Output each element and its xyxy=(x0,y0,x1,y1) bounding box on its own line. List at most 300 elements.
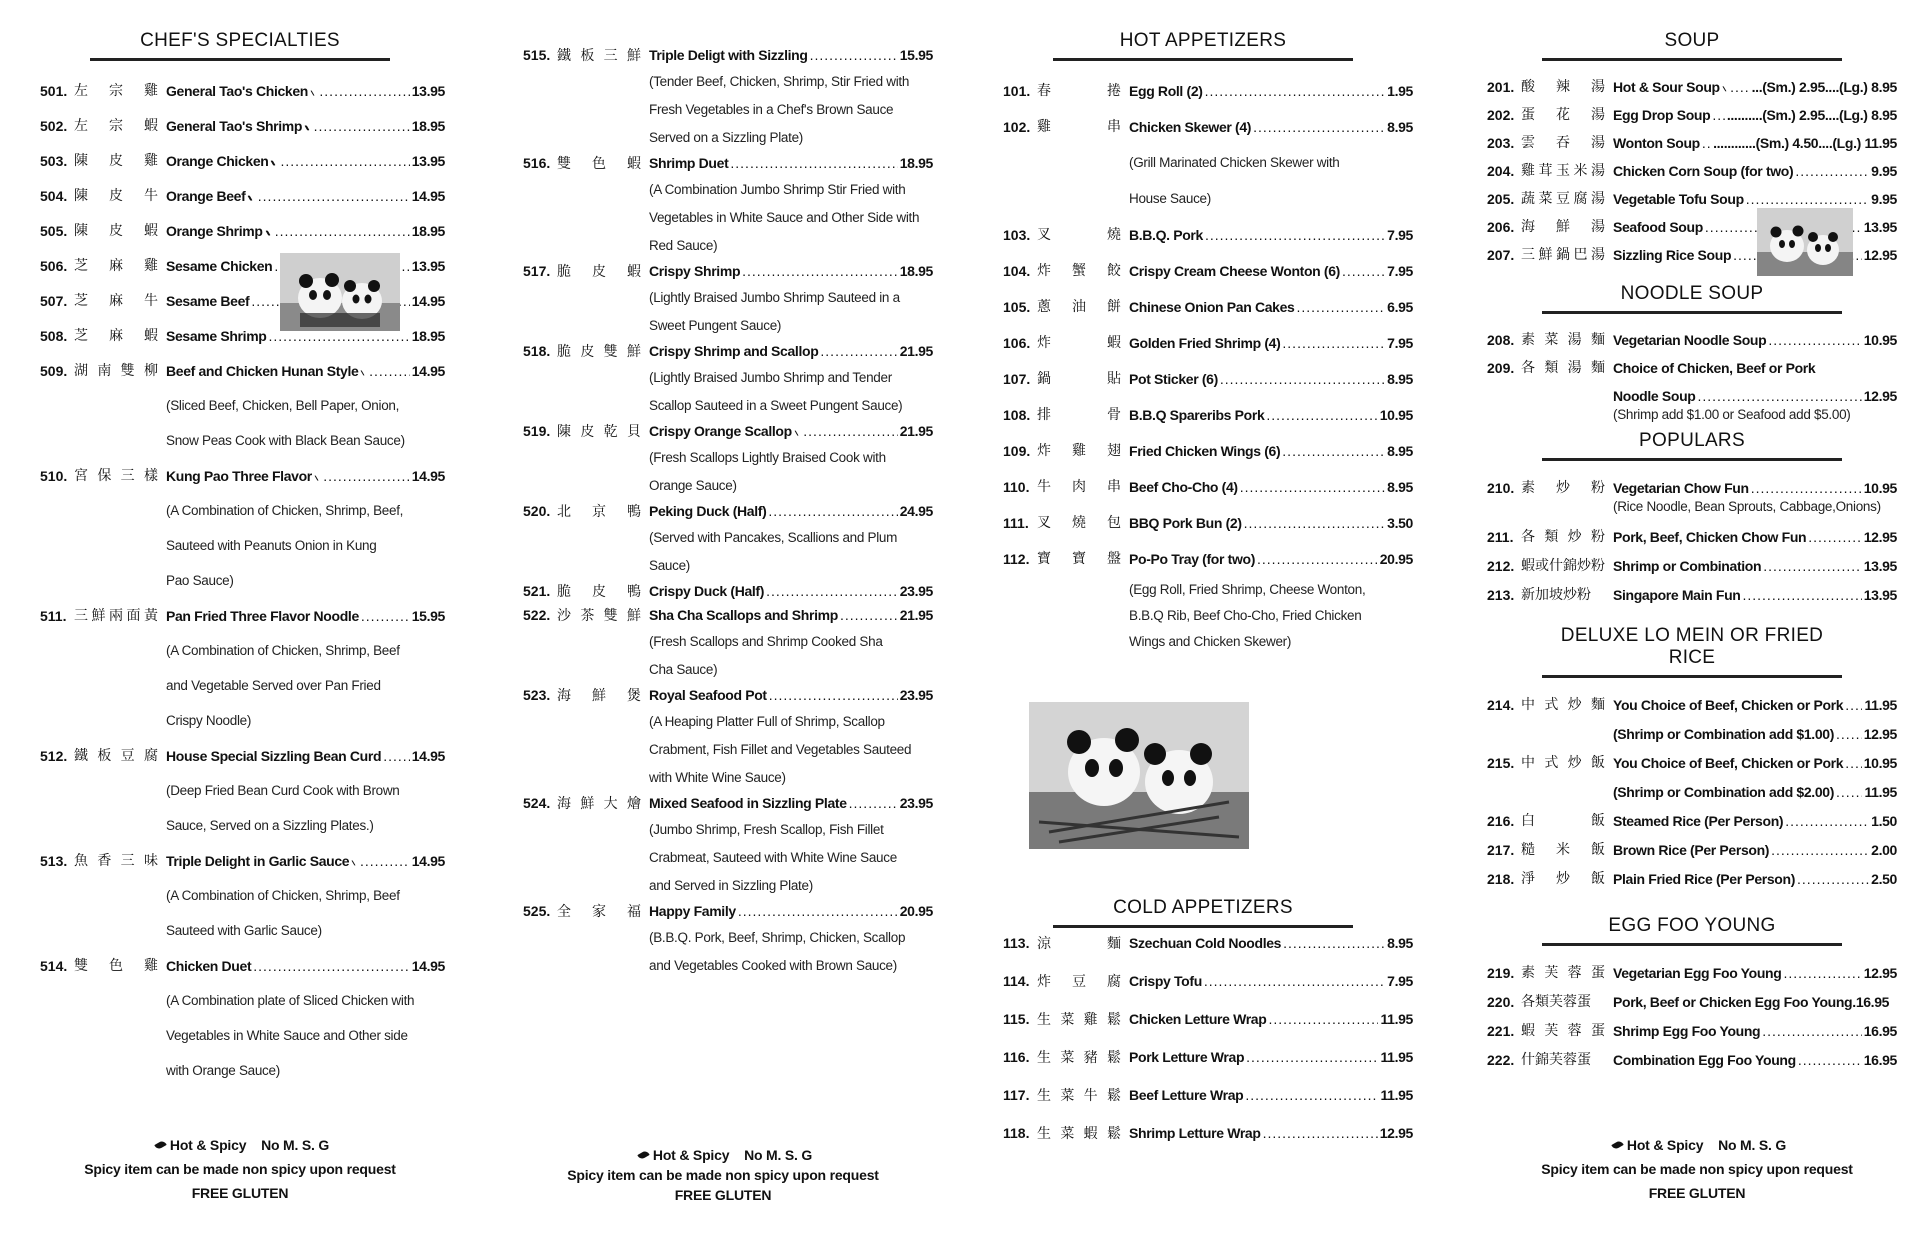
menu-item xyxy=(1487,748,1897,777)
footer-col1 xyxy=(40,1133,440,1205)
item-chinese-name xyxy=(1521,246,1613,264)
dot-leader xyxy=(280,152,409,170)
item-description: and Vegetables Cooked with Brown Sauce) xyxy=(649,958,897,973)
chinese-char: 皮 xyxy=(580,344,595,360)
item-name xyxy=(166,82,445,100)
chinese-char: 寶 xyxy=(1072,551,1086,567)
chinese-char: 飯 xyxy=(1591,870,1605,887)
item-price: ............(Sm.) 4.50....(Lg.) 11.95 xyxy=(1713,135,1897,151)
chinese-char: 左 xyxy=(74,82,88,99)
menu-item xyxy=(40,73,445,108)
item-name xyxy=(649,794,933,812)
item-name-text: Happy Family xyxy=(649,903,736,919)
item-name-text: Crispy Shrimp and Scallop xyxy=(649,343,819,359)
chili-icon xyxy=(794,430,798,436)
chinese-char: 陳 xyxy=(74,222,88,239)
item-name-text: Noodle Soup xyxy=(1613,388,1696,404)
chinese-char: 雙 xyxy=(603,608,618,624)
dot-leader xyxy=(1798,1051,1862,1069)
menu-item xyxy=(523,422,933,444)
item-chinese-name xyxy=(1037,550,1129,568)
item-chinese-name xyxy=(74,852,166,870)
item-name-text: Szechuan Cold Noodles xyxy=(1129,935,1282,951)
item-name-text: General Tao's Shrimp xyxy=(166,117,303,134)
dot-leader xyxy=(1746,190,1869,208)
item-chinese-name xyxy=(1037,1087,1129,1105)
chinese-char: 鮮 xyxy=(1538,247,1553,263)
chinese-char: 鮮 xyxy=(626,344,641,360)
item-name-text: Mixed Seafood in Sizzling Plate xyxy=(649,795,847,811)
item-name xyxy=(1613,754,1897,772)
chinese-char: 式 xyxy=(1544,754,1559,771)
menu-item xyxy=(523,502,933,524)
item-number: 221. xyxy=(1487,1022,1515,1039)
chinese-char: 皮 xyxy=(580,424,595,440)
chinese-char: 蝦 xyxy=(627,264,641,280)
chinese-char: 蛋 xyxy=(1521,107,1535,123)
item-name xyxy=(1129,406,1413,424)
menu-item xyxy=(40,143,445,178)
item-price: 12.95 xyxy=(1379,1125,1413,1141)
item-number: 111. xyxy=(1003,515,1029,531)
menu-item xyxy=(40,353,445,388)
item-number: 220. xyxy=(1487,993,1515,1010)
item-name xyxy=(649,262,933,280)
menu-item xyxy=(1487,101,1897,129)
chinese-char: 包 xyxy=(1107,515,1121,531)
item-number: 511. xyxy=(40,607,67,624)
chinese-char: 陳 xyxy=(74,187,88,204)
chinese-char: 米 xyxy=(1556,841,1570,858)
item-name-text: Golden Fried Shrimp (4) xyxy=(1129,335,1281,351)
item-name xyxy=(649,422,933,440)
dot-leader xyxy=(1342,262,1385,280)
chili-icon xyxy=(361,370,365,376)
section-title-populars xyxy=(1542,430,1842,458)
footer-col2 xyxy=(523,1145,923,1205)
item-chinese-name xyxy=(1521,964,1613,982)
no-msg-label: No M. S. G xyxy=(1718,1137,1787,1153)
chinese-char: 翅 xyxy=(1107,443,1121,459)
item-number: 101. xyxy=(1003,83,1031,99)
chinese-char: 陳 xyxy=(557,424,571,440)
chinese-char: 白 xyxy=(1521,812,1535,829)
item-name xyxy=(1613,528,1897,546)
item-number: 215. xyxy=(1487,754,1515,771)
chinese-char: 腐 xyxy=(1573,191,1588,207)
chinese-char: 茸 xyxy=(1538,163,1553,179)
chinese-char: 京 xyxy=(592,504,606,520)
item-description: Vegetables in White Sauce and Other Side with xyxy=(649,210,920,225)
dot-leader xyxy=(1751,479,1862,497)
chinese-char: 湯 xyxy=(1591,191,1605,207)
dot-leader xyxy=(1263,1124,1378,1142)
item-price: 10.95 xyxy=(1863,479,1897,496)
chinese-char: 福 xyxy=(627,904,641,920)
chinese-char: 粉 xyxy=(1591,479,1605,496)
item-number: 501. xyxy=(40,82,68,99)
chinese-char: 板 xyxy=(97,747,112,764)
section-title-soup xyxy=(1542,30,1842,58)
item-chinese-name xyxy=(74,292,166,310)
item-description: (Fresh Scallops and Shrimp Cooked Sha xyxy=(649,634,883,649)
chinese-char: 燴 xyxy=(626,796,641,812)
cold-appetizers-section xyxy=(1003,897,1413,1162)
item-description: Crispy Noodle) xyxy=(166,713,252,728)
chinese-char: 豆 xyxy=(1556,191,1570,207)
item-price: 16.95 xyxy=(1863,1051,1897,1068)
item-description: (A Combination plate of Sliced Chicken with xyxy=(166,993,415,1008)
chinese-char: 雙 xyxy=(120,362,135,379)
chinese-char: 色 xyxy=(592,156,606,172)
dot-leader xyxy=(383,747,410,765)
section-title-egg-foo-young xyxy=(1542,915,1842,943)
item-number: 118. xyxy=(1003,1125,1030,1141)
chinese-char: 芙 xyxy=(1544,964,1559,981)
item-name-text: Vegetarian Noodle Soup xyxy=(1613,332,1767,348)
item-description: Red Sauce) xyxy=(649,238,718,253)
soup-noodle-column xyxy=(1487,30,1897,1074)
dot-leader xyxy=(849,794,898,812)
chinese-char: 中 xyxy=(1521,696,1535,713)
chinese-char: 生 xyxy=(1037,1126,1051,1142)
item-name xyxy=(1129,1086,1413,1104)
item-number: 517. xyxy=(523,263,551,279)
menu-item xyxy=(1487,719,1897,748)
item-chinese-name xyxy=(1521,479,1613,497)
item-name-text: (Shrimp or Combination add $1.00) xyxy=(1613,725,1835,742)
chinese-char: 茶 xyxy=(580,608,595,624)
item-description: (A Combination of Chicken, Shrimp, Beef, xyxy=(166,503,404,518)
dot-leader xyxy=(1797,870,1869,888)
hot-spicy-label: Hot & Spicy xyxy=(1626,1137,1704,1153)
dot-leader xyxy=(1205,226,1385,244)
item-chinese-name xyxy=(1037,442,1129,460)
dot-leader xyxy=(1702,134,1711,152)
item-price: 7.95 xyxy=(1387,263,1413,279)
chinese-char: 類 xyxy=(1544,360,1559,376)
item-description: Sauce, Served on a Sizzling Plates.) xyxy=(166,818,374,833)
soup-title: SOUP xyxy=(1664,30,1720,51)
chinese-char: 鬆 xyxy=(1106,1050,1121,1066)
item-price: 12.95 xyxy=(1863,388,1897,404)
chinese-char: 湯 xyxy=(1591,107,1605,123)
item-name-text: Sesame Beef xyxy=(166,292,250,309)
chinese-char: 蝦或什錦炒粉 xyxy=(1521,557,1605,574)
item-name-text: Pork, Beef or Chicken Egg Foo Young. xyxy=(1613,993,1856,1010)
chinese-char: 蔬 xyxy=(1521,191,1535,207)
item-name xyxy=(1129,298,1413,316)
item-description: Sauteed with Peanuts Onion in Kung xyxy=(166,538,377,553)
chinese-char: 菜 xyxy=(1538,191,1553,207)
item-number: 115. xyxy=(1003,1011,1030,1027)
item-chinese-name xyxy=(1521,218,1613,236)
noodle-soup-list xyxy=(1487,326,1897,424)
item-number: 212. xyxy=(1487,557,1515,574)
item-name-text: Chicken Letture Wrap xyxy=(1129,1011,1267,1027)
chinese-char: 雞 xyxy=(1521,163,1535,179)
chinese-char: 湖 xyxy=(74,362,88,379)
dot-leader xyxy=(1808,528,1861,546)
item-chinese-name xyxy=(74,362,166,380)
item-name xyxy=(166,607,445,625)
item-chinese-name xyxy=(1521,106,1613,124)
item-name-text: Crispy Cream Cheese Wonton (6) xyxy=(1129,263,1340,279)
spicy-note: Spicy item can be made non spicy upon request xyxy=(84,1161,396,1177)
item-name xyxy=(1129,550,1413,568)
item-chinese-name xyxy=(1521,870,1613,888)
panda-photo-large xyxy=(1029,702,1249,849)
item-price: 18.95 xyxy=(411,327,445,344)
item-name-text: Beef Letture Wrap xyxy=(1129,1087,1244,1103)
chinese-char: 大 xyxy=(603,796,618,812)
item-name-text: BBQ Pork Bun (2) xyxy=(1129,515,1242,531)
chinese-char: 湯 xyxy=(1591,135,1605,151)
chinese-char: 湯 xyxy=(1591,79,1605,95)
item-chinese-name xyxy=(1037,334,1129,352)
menu-item xyxy=(40,178,445,213)
item-chinese-name xyxy=(1521,993,1613,1011)
item-number: 207. xyxy=(1487,247,1515,263)
pandas-icon xyxy=(1029,702,1249,849)
dot-leader xyxy=(1763,557,1862,575)
chinese-char: 春 xyxy=(1037,83,1051,99)
dot-leader xyxy=(323,467,409,485)
item-name xyxy=(1613,218,1897,236)
item-description: (A Combination of Chicken, Shrimp, Beef xyxy=(166,888,400,903)
item-name xyxy=(1129,226,1413,244)
item-number: 512. xyxy=(40,747,68,764)
item-price: 12.95 xyxy=(1863,725,1897,742)
chinese-char: 式 xyxy=(1544,696,1559,713)
item-name xyxy=(649,902,933,920)
item-name xyxy=(1613,387,1897,405)
chefs-specialties-list xyxy=(40,73,445,1088)
chinese-char: 麻 xyxy=(109,292,123,309)
item-number: 107. xyxy=(1003,371,1031,387)
chinese-char: 飯 xyxy=(1591,841,1605,858)
footer-legend xyxy=(1497,1133,1897,1157)
chinese-char: 麵 xyxy=(1590,332,1605,348)
item-price: 11.95 xyxy=(1864,696,1897,713)
chinese-char: 菜 xyxy=(1060,1126,1075,1142)
menu-item xyxy=(1003,361,1413,397)
item-name xyxy=(649,606,933,624)
item-number: 213. xyxy=(1487,586,1515,603)
chinese-char: 兩 xyxy=(109,607,123,624)
chinese-char: 脆 xyxy=(557,584,571,600)
chinese-char: 燒 xyxy=(1072,515,1086,531)
chinese-char: 蝦 xyxy=(627,156,641,172)
chinese-char: 炸 xyxy=(1037,443,1051,459)
item-name-text: B.B.Q Spareribs Pork xyxy=(1129,407,1265,423)
pandas-icon xyxy=(280,253,400,331)
item-name-text: Crispy Tofu xyxy=(1129,973,1202,989)
chinese-char: 鴨 xyxy=(627,504,641,520)
menu-item xyxy=(1003,433,1413,469)
item-name-text: Triple Delight in Garlic Sauce xyxy=(166,852,350,869)
chinese-char: 菜 xyxy=(1060,1050,1075,1066)
item-description: Vegetables in White Sauce and Other side xyxy=(166,1028,408,1043)
chinese-char: 蛋 xyxy=(1590,964,1605,981)
item-price: 15.95 xyxy=(899,47,933,63)
chinese-char: 牛 xyxy=(1083,1088,1098,1104)
item-price: 8.95 xyxy=(1387,119,1413,135)
menu-item xyxy=(1487,354,1897,382)
dot-leader xyxy=(1785,812,1869,830)
item-name-text: (Shrimp or Combination add $2.00) xyxy=(1613,783,1835,800)
item-name xyxy=(1129,118,1413,136)
item-name xyxy=(649,502,933,520)
chinese-char: 生 xyxy=(1037,1088,1051,1104)
chinese-char: 雞 xyxy=(144,257,158,274)
item-name xyxy=(166,957,445,975)
item-number: 113. xyxy=(1003,935,1030,951)
item-chinese-name xyxy=(1037,935,1129,953)
menu-item xyxy=(1487,73,1897,101)
item-name-text: Singapore Main Fun xyxy=(1613,586,1741,603)
chinese-char: 新加坡炒粉 xyxy=(1521,586,1591,603)
menu-item xyxy=(1487,1016,1897,1045)
item-price: 14.95 xyxy=(411,957,445,974)
item-description: Scallop Sauteed in a Sweet Pungent Sauce) xyxy=(649,398,903,413)
item-chinese-name xyxy=(557,687,649,705)
specialties-continued-column xyxy=(523,44,933,980)
menu-item xyxy=(40,458,445,493)
chinese-char: 北 xyxy=(557,504,571,520)
item-description: Sauce) xyxy=(649,558,690,573)
item-price: 18.95 xyxy=(899,263,933,279)
item-name xyxy=(1129,1124,1413,1142)
dot-leader xyxy=(369,362,410,380)
free-gluten: FREE GLUTEN xyxy=(191,1185,289,1201)
item-description: Snow Peas Cook with Black Bean Sauce) xyxy=(166,433,405,448)
dot-leader xyxy=(360,852,410,870)
menu-item xyxy=(1487,1045,1897,1074)
item-price: 16.95 xyxy=(1863,1022,1897,1039)
item-name-text: Chinese Onion Pan Cakes xyxy=(1129,299,1295,315)
dot-leader xyxy=(768,502,897,520)
menu-item xyxy=(1487,835,1897,864)
chinese-char: 炸 xyxy=(1037,335,1051,351)
item-chinese-name xyxy=(1037,1049,1129,1067)
item-number: 203. xyxy=(1487,135,1515,151)
dot-leader xyxy=(361,607,410,625)
item-name-text: Pan Fried Three Flavor Noodle xyxy=(166,607,359,624)
item-name-text: Royal Seafood Pot xyxy=(649,687,767,703)
menu-item xyxy=(1487,958,1897,987)
chinese-char: 家 xyxy=(592,904,606,920)
item-name-text: Shrimp Letture Wrap xyxy=(1129,1125,1261,1141)
item-description: and Served in Sizzling Plate) xyxy=(649,878,813,893)
chinese-char: 盤 xyxy=(1107,551,1121,567)
item-price: 11.95 xyxy=(1864,783,1897,800)
item-price: 13.95 xyxy=(411,82,445,99)
dot-leader xyxy=(1697,387,1861,405)
cold-appetizers-title: COLD APPETIZERS xyxy=(1113,897,1293,918)
dot-leader xyxy=(738,902,898,920)
item-chinese-name xyxy=(1037,1011,1129,1029)
item-name xyxy=(1613,557,1897,575)
chinese-char: 三 xyxy=(120,467,135,484)
item-price: 7.95 xyxy=(1387,335,1413,351)
dot-leader xyxy=(1244,514,1386,532)
item-name xyxy=(1613,812,1897,830)
chinese-char: 叉 xyxy=(1037,515,1051,531)
chinese-char: 類 xyxy=(1544,528,1559,545)
chinese-char: 黃 xyxy=(144,607,158,624)
item-number: 524. xyxy=(523,795,551,811)
footer-legend xyxy=(40,1133,440,1157)
dot-leader xyxy=(1204,972,1385,990)
chinese-char: 菜 xyxy=(1544,332,1559,348)
item-chinese-name xyxy=(74,117,166,135)
menu-item xyxy=(1487,157,1897,185)
egg-foo-young-list xyxy=(1487,958,1897,1074)
item-number: 103. xyxy=(1003,227,1031,243)
item-chinese-name xyxy=(74,607,166,625)
item-name-text: Sesame Shrimp xyxy=(166,327,267,344)
dot-leader xyxy=(1253,118,1385,136)
section-title-noodle-soup xyxy=(1542,283,1842,311)
item-number: 520. xyxy=(523,503,551,519)
chinese-char: 宗 xyxy=(109,117,123,134)
item-number: 502. xyxy=(40,117,68,134)
item-price: 8.95 xyxy=(1387,935,1413,951)
chinese-char: 牛 xyxy=(144,292,158,309)
item-number: 117. xyxy=(1003,1087,1030,1103)
dot-leader xyxy=(1762,1022,1861,1040)
chinese-char: 湯 xyxy=(1591,163,1605,179)
hot-appetizers-list xyxy=(1003,73,1413,655)
item-number: 208. xyxy=(1487,332,1515,348)
item-name-text: Crispy Orange Scallop xyxy=(649,423,792,439)
chinese-char: 鍋 xyxy=(1037,371,1051,387)
chinese-char: 宗 xyxy=(109,82,123,99)
chinese-char: 米 xyxy=(1573,163,1588,179)
chili-icon xyxy=(305,125,309,131)
item-number: 108. xyxy=(1003,407,1031,423)
chinese-char: 貝 xyxy=(626,424,641,440)
item-name xyxy=(1613,246,1897,264)
chinese-char: 蟹 xyxy=(1072,263,1086,279)
item-description: House Sauce) xyxy=(1129,191,1211,206)
chinese-char: 鮮 xyxy=(626,608,641,624)
chinese-char: 蝦 xyxy=(144,327,158,344)
no-msg-label: No M. S. G xyxy=(744,1147,813,1163)
item-name xyxy=(1613,134,1897,152)
chinese-char: 肉 xyxy=(1072,479,1086,495)
menu-item xyxy=(1487,864,1897,893)
item-name xyxy=(1129,262,1413,280)
item-name-text: Po-Po Tray (for two) xyxy=(1129,551,1256,567)
dot-leader xyxy=(1730,78,1750,96)
chinese-char: 香 xyxy=(97,852,112,869)
item-name-text: Egg Drop Soup xyxy=(1613,107,1711,123)
chinese-char: 牛 xyxy=(144,187,158,204)
item-name-text: Shrimp or Combination xyxy=(1613,557,1762,574)
item-number: 525. xyxy=(523,903,551,919)
chinese-char: 三 xyxy=(120,852,135,869)
chinese-char: 串 xyxy=(1107,479,1121,495)
item-number: 504. xyxy=(40,187,68,204)
chinese-char: 雙 xyxy=(74,957,88,974)
item-name-text: Crispy Shrimp xyxy=(649,263,741,279)
free-gluten: FREE GLUTEN xyxy=(1648,1185,1746,1201)
item-chinese-name xyxy=(557,503,649,521)
item-number: 219. xyxy=(1487,964,1515,981)
item-chinese-name xyxy=(557,343,649,361)
